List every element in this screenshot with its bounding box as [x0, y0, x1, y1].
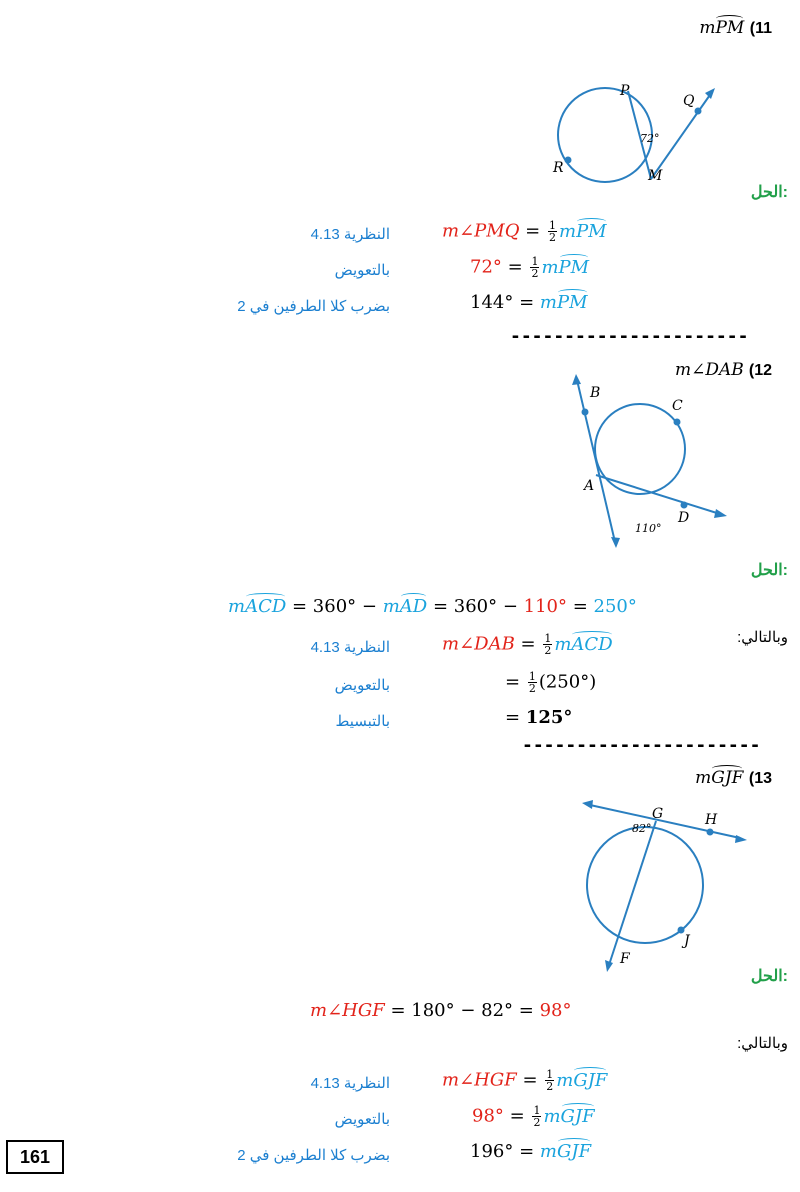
- row11-2-label: بالتعويض: [334, 262, 390, 279]
- m-symbol: m: [556, 1069, 574, 1091]
- therefore-12: وبالتالي:: [737, 629, 788, 646]
- eq-part: = 180° − 82° =: [384, 1000, 540, 1021]
- arc-ad: AD: [399, 596, 428, 617]
- label-p: P: [620, 83, 630, 99]
- problem-11-target: [699, 18, 749, 38]
- row11-1-eq: m∠PMQ = $\frac{1}{2}$ mPM: [442, 219, 607, 244]
- arc-pm: PM: [715, 18, 745, 38]
- problem-13-number: (13: [748, 770, 772, 787]
- numerator: 1: [528, 670, 536, 683]
- m-symbol: m: [558, 220, 577, 242]
- fraction: [532, 1105, 541, 1128]
- fraction: [545, 1069, 554, 1092]
- lhs: m∠PMQ: [442, 220, 520, 242]
- separator-2: ----------------------: [522, 735, 761, 756]
- label-a: A: [584, 478, 595, 494]
- row11-3-label: بضرب كلا الطرفين في 2: [237, 298, 390, 315]
- result-98: 98°: [539, 1000, 572, 1021]
- lhs: 98°: [472, 1105, 504, 1127]
- result-250: 250°: [593, 596, 637, 617]
- angle-72: 72°: [640, 132, 660, 145]
- figure-12-circle: [560, 372, 740, 552]
- row13-3-label: بضرب كلا الطرفين في 2: [237, 1147, 390, 1164]
- problem-13-target: [695, 768, 749, 788]
- angle-82: 82°: [632, 822, 652, 835]
- m-symbol: m: [695, 768, 712, 788]
- label-m: M: [648, 168, 663, 184]
- m-symbol: m: [228, 596, 246, 617]
- numerator: 1: [531, 255, 539, 268]
- solution-label-11: الحل:: [750, 184, 788, 201]
- arc: GJF: [560, 1105, 595, 1127]
- row13-2-label: بالتعويض: [334, 1111, 390, 1128]
- label-f: F: [620, 951, 630, 967]
- solution-label-13: الحل:: [750, 968, 788, 985]
- m-symbol: m: [539, 1141, 557, 1162]
- label-h: H: [705, 812, 718, 828]
- arc: PM: [576, 220, 607, 242]
- row12-3-eq: = 125°: [505, 707, 573, 728]
- problem-12-target: m∠DAB: [675, 360, 744, 380]
- lhs: 144°: [470, 292, 514, 313]
- arc: GJF: [556, 1141, 592, 1162]
- denominator: 2: [531, 267, 539, 280]
- row11-1-label: النظرية 4.13: [310, 226, 390, 243]
- row12-line1: [228, 596, 637, 617]
- arc: ACD: [571, 633, 613, 655]
- row11-3-eq: 144° = mPM: [470, 292, 588, 313]
- lhs: 72°: [470, 256, 502, 278]
- arc-gjf: GJF: [711, 768, 744, 788]
- row13-3-eq: 196° = mGJF: [470, 1141, 592, 1162]
- fraction: [543, 633, 552, 656]
- m-symbol: m: [543, 1105, 561, 1127]
- eq-part: = 360° −: [427, 596, 524, 617]
- denominator: 2: [533, 1116, 541, 1129]
- therefore-13: وبالتالي:: [737, 1035, 788, 1052]
- numerator: 1: [533, 1104, 541, 1117]
- label-j: J: [684, 933, 690, 949]
- figure-11-circle: [550, 80, 730, 190]
- lhs: 196°: [470, 1141, 514, 1162]
- solution-label-12: الحل:: [750, 562, 788, 579]
- value: (250°): [538, 671, 597, 693]
- denominator: 2: [546, 1080, 554, 1093]
- row12-1-label: النظرية 4.13: [310, 639, 390, 656]
- row12-2-label: بالتعويض: [334, 677, 390, 694]
- lhs: m∠HGF: [310, 1000, 385, 1021]
- lhs: m∠HGF: [442, 1069, 517, 1091]
- row13-2-eq: 98° = $\frac{1}{2}$ mGJF: [472, 1104, 595, 1129]
- label-r: R: [553, 160, 564, 176]
- arc: PM: [556, 292, 588, 313]
- value-110: 110°: [523, 596, 567, 617]
- m-symbol: m: [699, 18, 716, 38]
- m-symbol: m: [554, 633, 572, 655]
- arc-acd: ACD: [245, 596, 287, 617]
- separator-1: ----------------------: [510, 326, 749, 347]
- row13-1-eq: m∠HGF = $\frac{1}{2}$ mGJF: [442, 1068, 608, 1093]
- numerator: 1: [548, 219, 556, 232]
- m-symbol: m: [382, 596, 400, 617]
- m-symbol: m: [539, 292, 557, 313]
- row12-3-label: بالتبسيط: [335, 713, 390, 730]
- problem-12-number: (12: [748, 362, 772, 379]
- label-d: D: [678, 510, 690, 526]
- eq-part: = 360° −: [286, 596, 383, 617]
- denominator: 2: [548, 231, 556, 244]
- fraction: [530, 256, 539, 279]
- label-g: G: [652, 806, 664, 822]
- page-number: 161: [6, 1140, 64, 1174]
- problem-13-header: [695, 768, 772, 788]
- problem-11-number: (11: [749, 20, 772, 37]
- eq-part: =: [567, 596, 594, 617]
- row13-line1: [310, 1000, 571, 1021]
- result-125: 125°: [525, 707, 573, 728]
- denominator: 2: [544, 644, 552, 657]
- m-symbol: m: [541, 256, 559, 278]
- denominator: 2: [528, 682, 536, 695]
- problem-11-header: [699, 18, 772, 38]
- numerator: 1: [546, 1068, 554, 1081]
- figure-13-circle: [580, 800, 760, 975]
- numerator: 1: [544, 632, 552, 645]
- label-b: B: [590, 385, 601, 401]
- label-q: Q: [683, 93, 695, 109]
- fraction: [528, 671, 537, 694]
- row12-2-eq: = $\frac{1}{2}$ (250°): [505, 670, 597, 695]
- row11-2-eq: 72° = $\frac{1}{2}$ mPM: [470, 255, 590, 280]
- label-c: C: [672, 398, 683, 414]
- arc: GJF: [573, 1069, 608, 1091]
- row12-1-eq: m∠DAB = $\frac{1}{2}$ mACD: [442, 632, 613, 657]
- fraction: [548, 220, 557, 243]
- lhs: m∠DAB: [442, 633, 515, 655]
- angle-110: 110°: [635, 522, 662, 535]
- row13-1-label: النظرية 4.13: [310, 1075, 390, 1092]
- arc: PM: [558, 256, 590, 278]
